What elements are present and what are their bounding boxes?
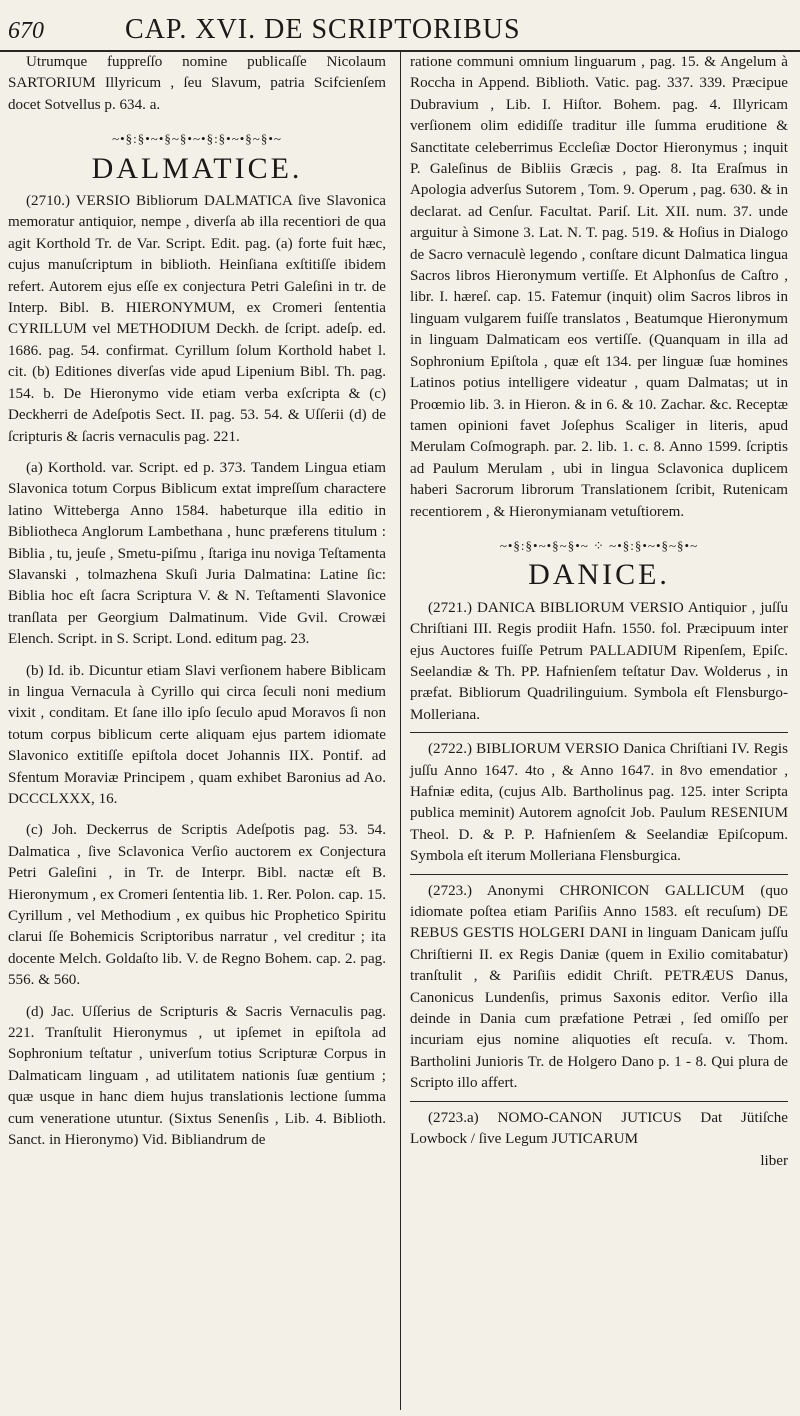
footnote-b: (b) Id. ib. Dicuntur etiam Slavi verſionem habere Biblicam in lingua Vernacula à Cyrillo qui circa ſeculi noni medium vixit , conditam. Et ſane illo ipſo ſeculo apud Moravos ſi non totum corpus biblicum certe aliquam ejus partem idiomate Slavonico extitiſſe epiſtola docet Johannis IIX. Pontif. ad Sfentum Moraviæ Principem , quam exhibet Baronius ad Ao. DCCCLXXX, 16. — [8, 662, 386, 807]
continued-text: ratione communi omnium linguarum , pag. 15. & Angelum à Roccha in Append. Biblioth. Vatic. pag. 337. 339. Præcipue Dubravium , Lib. I. Hiſtor. Bohem. pag. 4. Illyricam verſionem olim edidiſſe traditur ille ſumma eruditione & Sanctitate celeberrimus Eccleſiæ Doctor Hieronymus ; inquit P. Galeſinus de Bibliis Græcis , pag. 8. Ita Eraſmus in Apologia adverſus Sutorem , Tom. 9. Operum , pag. 630. & in declarat. ad Cenſur. Facultat. Pariſ. Lit. XII. num. 37. unde arguitur à Simone 3. Lat. N. T. pag. 519. & Hoſius in Dialogo de Sacro vernaculè legendo , conſtare dicunt Dalmatica lingua Sacros libros Hieronymum vertiſſe. Et Alphonſus de Caſtro , libr. I. hæreſ. cap. 15. Fatemur (inquit) olim Sacros libros in linguam vulgarem fuiſſe translatos , Beatumque Hieronymum in linguam Dalmaticam eos vertiſſe. (Quanquam in illa ad Sophronium Epiſtola , quæ eſt 134. per linguæ ſuæ homines Latinos potius intelligere videatur , quam Dalmatas; ut in Proœmio lib. 3. in Hieron. & in 6. & 10. Zachar. &c. Receptæ tamen opinioni favet Joſephus Scaliger in literis, apud Merulam Coſmograph. par. 2. lib. 1. c. 8. Anno 1599. ſcriptis ad Paulum Merulam , ubi in lingua Sclavonica duplicem haberi Sacrorum librorum Translationem ſcribit, Rutenicam recentiorem , & Hieronymianam vetuſtiorem. — [410, 54, 788, 520]
left-column — [8, 52, 386, 1152]
entry-rule — [410, 1101, 788, 1102]
ornament-divider: ~•§:§•~•§~§•~ ⁘ ~•§:§•~•§~§•~ — [499, 537, 699, 553]
footnote-d: (d) Jac. Uſſerius de Scripturis & Sacris Vernaculis pag. 221. Tranſtulit Hieronymus , ut ipſemet in epiſtola ad Sophronium teſtatur , univerſum totius Scripturæ Corpus in Dalmaticam linguam , ad utilitatem nationis ſuæ gentium ; quæ usque in hanc diem hujus translationis lectione ſumma cum veneratione utuntur. (Sixtus Senenſis , Lib. 4. Biblioth. Sanct. in Hieronymo) Vid. Bibliandrum de — [8, 1003, 386, 1149]
entry-2710: (2710.) VERSIO Bibliorum DALMATICA ſive Slavonica memoratur antiquior, nempe , diverſa ab illa recentiori de qua agit Korthold Tr. de Var. Script. Edit. pag. (a) forte fuit hæc, cujus manuſcriptum in biblioth. Heinſiana exſtitiſſe ibidem refert. Autorem ejus eſſe ex conjectura Petri Galeſini in tr. de Interp. Bibl. B. HIERONYMUM, ex Cromeri ſententia CYRILLUM vel METHODIUM Deckh. de ſcript. adeſp. ed. 1686. pag. 54. confirmat. Cyrillum ſolum Korthold habet l. cit. (b) Editiones diverſas vide apud Lipenium Bibl. Th. pag. 154. b. De Hieronymo vide etiam verba exſcripta & (c) Deckherri de Adeſpotis Sect. II. pag. 53. 54. & Uſſerii (d) de ſcripturis & ſacris vernaculis pag. 221. — [8, 193, 386, 445]
catchword: liber — [760, 1152, 788, 1169]
entry-2721: (2721.) DANICA BIBLIORUM VERSIO Antiquior , juſſu Chriſtiani III. Regis prodiit Hafn. 1550. fol. Præcipuum inter ejus Auctores fuiſſe Petrum PALLADIUM Ripenſem, Epiſc. Seelandiæ & Th. PP. Hafnienſem teſtatur Dav. Wolderus , in præfat. Bibliorum Quadrilinguium. Symbola eſt Flensburgo-Molleriana. — [410, 599, 788, 723]
entry-2722: (2722.) BIBLIORUM VERSIO Danica Chriſtiani IV. Regis juſſu Anno 1647. 4to , & Anno 1647. in 8vo emendatior , Hafniæ edita, (cujus Alb. Bartholinus pag. 125. inter Scripta publica meminit) Autorem agnoſcit Job. Paulum RESENIUM Theol. D. & P. P. Hafnienſem & Seelandiæ Epiſcopum. Symbola eſt iterum Molleriana Flensburgica. — [410, 741, 788, 865]
section-title-danice: DANICE. — [528, 558, 670, 592]
ornament-divider: ~•§:§•~•§~§•~•§:§•~•§~§•~ — [112, 131, 282, 147]
footnote-c: (c) Joh. Deckerrus de Scriptis Adeſpotis pag. 53. 54. Dalmatica , ſive Sclavonica Verſio auctorem ex Conjectura Petri Galeſini , in Tr. de Interpr. Bibl. nactæ eſt B. Hieronymum , ex Cromeri ſententia lib. 1. Rer. Polon. cap. 15. Cyrillum , vel Methodium , ex quibus hic Prophetico Spiritu clarui ſſe Bohemicis Scriptoribus narratur , vel creditur ; ita docente Melch. Goldaſto lib. V. de Regno Bohem. cap. 2. pag. 556. & 560. — [8, 822, 386, 989]
intro-paragraph: Utrumque fuppreſſo nomine publicaſſe Nicolaum SARTORIUM Illyricum , ſeu Slavum, patria Scifcienſem docet Sotvellus p. 634. a. — [8, 54, 386, 113]
entry-2723a: (2723.a) NOMO-CANON JUTICUS Dat Jütiſche Lowbock / ſive Legum JUTICARUM — [410, 1109, 788, 1148]
running-head: CAP. XVI. DE SCRIPTORIBUS — [125, 14, 521, 45]
entry-rule — [410, 732, 788, 733]
page-number: 670 — [8, 18, 44, 44]
section-title-dalmatice: DALMATICE. — [91, 151, 303, 185]
right-column — [410, 52, 788, 1172]
entry-rule — [410, 874, 788, 875]
page-header — [0, 6, 800, 46]
column-divider — [400, 50, 401, 1410]
entry-2723: (2723.) Anonymi CHRONICON GALLICUM (quo idiomate poſtea etiam Pariſiis Anno 1583. eſt recuſum) DE REBUS GESTIS HOLGERI DANI in linguam Danicam juſſu Chriſtierni II. ex Regis Daniæ (quem in Exilio comitabatur) tranſtulit , & Pariſiis edidit Chriſt. PETRÆUS Danus, Canonicus Lundenſis, primus Saxonis editor. Verſio illa deinde in Dania cum præfatione Petræi , ſed omiſſo per incuriam ejus nomine aliquoties eſt recuſa. v. Thom. Bartholini Junioris Tr. de Holgero Dano p. 1 - 8. Qui plura de Scripto illo affert. — [410, 882, 788, 1092]
footnote-a: (a) Korthold. var. Script. ed p. 373. Tandem Lingua etiam Slavonica totum Corpus Biblicum extat impreſſum charactere latino Witteberga Anno 1584. habeturque illa editio in Bibliotheca Anglorum Lambethana , hunc præferens titulum : Biblia , tu, jeuſe , Smetu-piſmu , ſtariga inu noviga Teſtamenta Slavanski , tolmazhena Skuſi Juria Dalmatina: Latine ſic: Biblia hoc eſt ſacra Scriptura V. & N. Teſtamenti Slavonice tranſlata per Georgium Dalmatinum. Vide Gvil. Crowæi Elench. Script. in S. Script. Lond. editum pag. 23. — [8, 459, 386, 648]
